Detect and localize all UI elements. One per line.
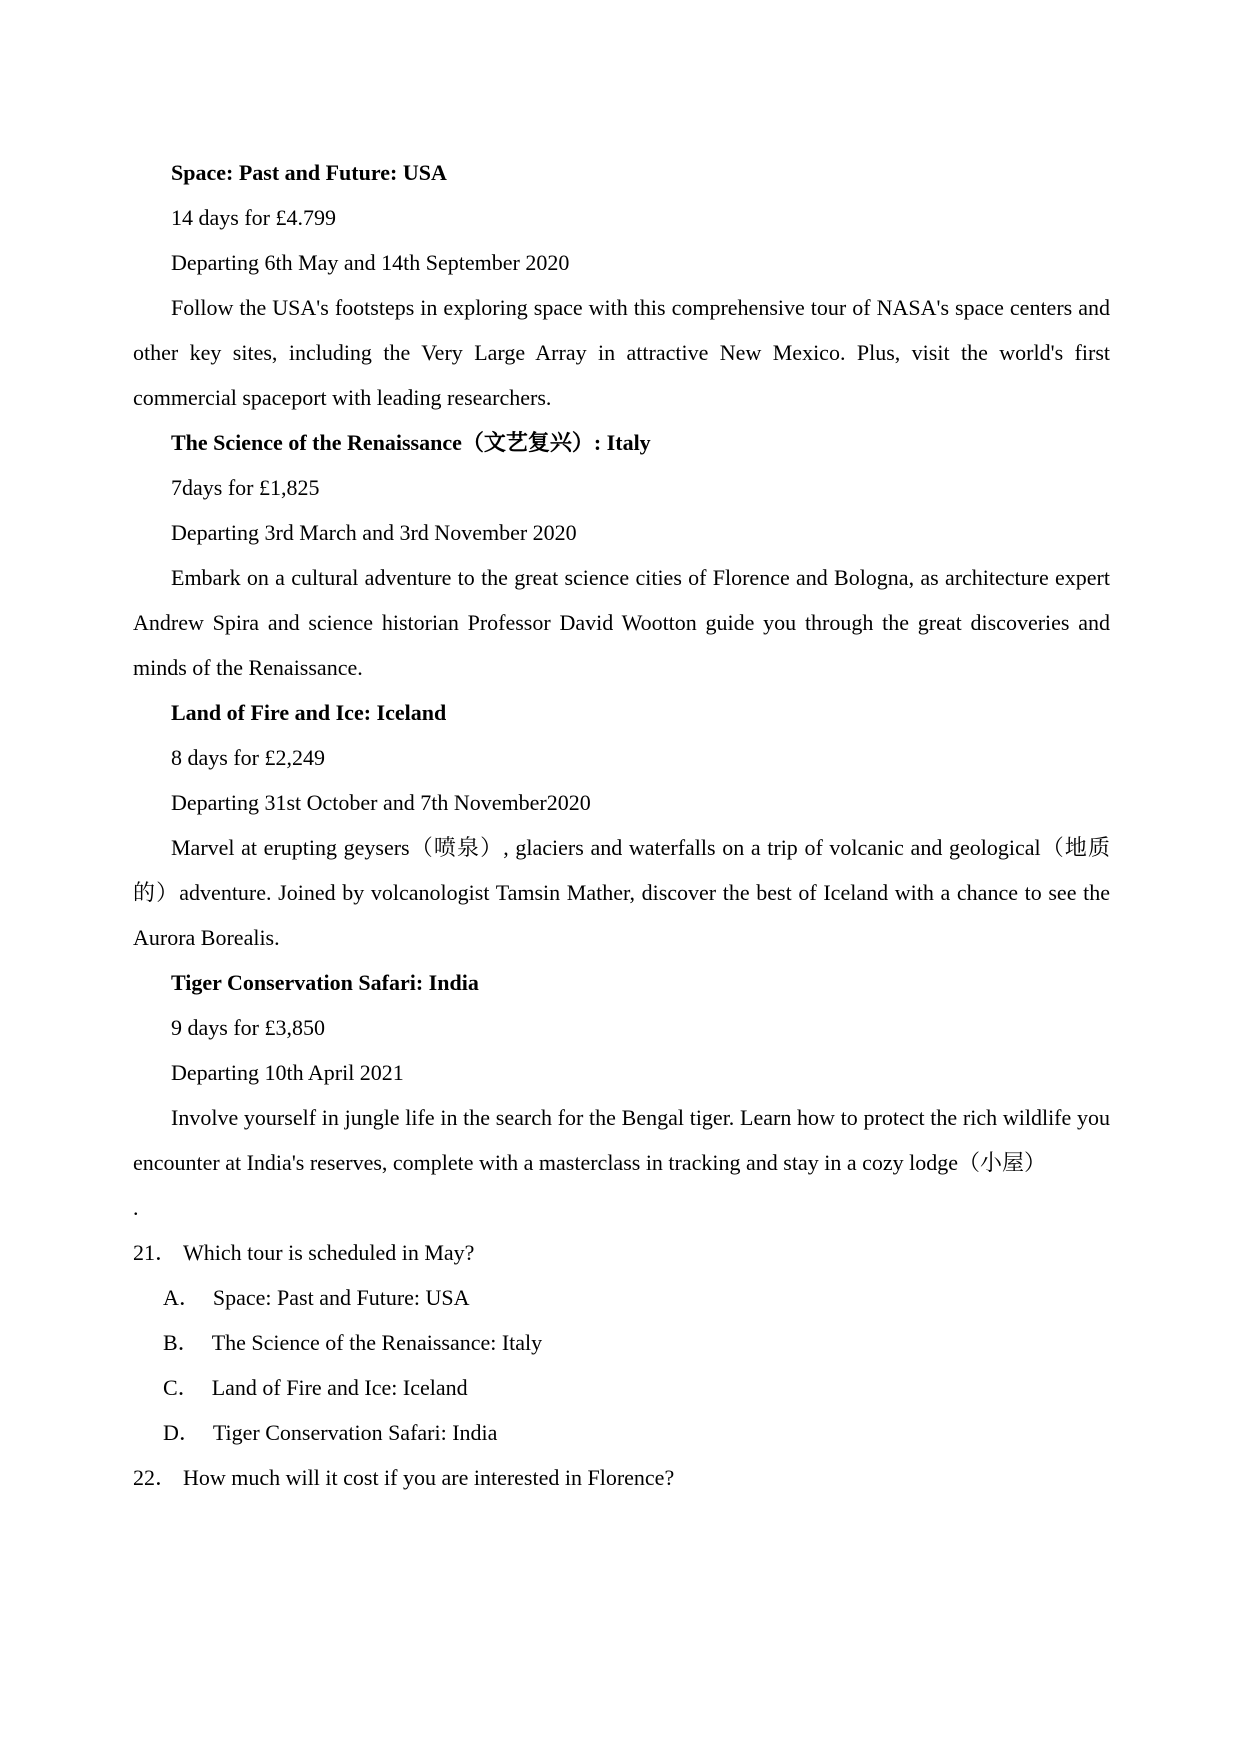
tour-section-iceland [133,690,1110,960]
tour-price: 9 days for £3,850 [171,1015,325,1040]
option-letter: A． [163,1285,201,1310]
question-number: 21． [133,1240,178,1265]
tour-departure: Departing 31st October and 7th November2020 [171,790,591,815]
tour-price: 7days for £1,825 [171,475,320,500]
option-letter: D． [163,1420,201,1445]
question-21 [133,1230,1110,1455]
option-text: The Science of the Renaissance: Italy [211,1330,543,1355]
tour-title: Space: Past and Future: USA [171,160,447,185]
tour-description-trailing-period: . [133,1195,139,1220]
option-d [133,1410,1110,1455]
tour-title: The Science of the Renaissance（文艺复兴）: Italy [171,430,651,455]
tour-departure: Departing 3rd March and 3rd November 2020 [171,520,577,545]
question-line [133,1455,1110,1500]
question-22 [133,1455,1110,1500]
tour-description: Follow the USA's footsteps in exploring space with this comprehensive tour of NASA's space centers and other key sites, including the Very Large Array in attractive New Mexico. Plus, visit the world's first commercial spaceport with leading researchers. [133,295,1110,410]
option-a [133,1275,1110,1320]
question-line [133,1230,1110,1275]
question-text: How much will it cost if you are interested in Florence? [183,1465,675,1490]
option-text: Space: Past and Future: USA [212,1285,470,1310]
option-text: Land of Fire and Ice: Iceland [211,1375,468,1400]
tour-price: 8 days for £2,249 [171,745,325,770]
option-letter: C． [163,1375,200,1400]
tour-section-tiger-india [133,960,1110,1230]
option-c [133,1365,1110,1410]
tour-description: Marvel at erupting geysers（喷泉）, glaciers and waterfalls on a trip of volcanic and geological（地质的）adventure. Joined by volcanologist Tamsin Mather, discover the best of Iceland with a chance to see the Aurora Borealis. [133,835,1110,950]
tour-title: Land of Fire and Ice: Iceland [171,700,447,725]
tour-description: Embark on a cultural adventure to the great science cities of Florence and Bologna, as architecture expert Andrew Spira and science historian Professor David Wootton guide you through the great discoveries and minds of the Renaissance. [133,565,1110,680]
option-text: Tiger Conservation Safari: India [212,1420,498,1445]
option-letter: B． [163,1330,200,1355]
tour-description: Involve yourself in jungle life in the search for the Bengal tiger. Learn how to protect the rich wildlife you encounter at India's reserves, complete with a masterclass in tracking and stay in a cozy lodge（小屋） [133,1105,1110,1175]
question-number: 22． [133,1465,178,1490]
tour-title: Tiger Conservation Safari: India [171,970,479,995]
tour-section-renaissance-italy [133,420,1110,690]
option-b [133,1320,1110,1365]
tour-price: 14 days for £4.799 [171,205,336,230]
question-text: Which tour is scheduled in May? [183,1240,475,1265]
tour-section-space-usa [133,150,1110,420]
tour-departure: Departing 10th April 2021 [171,1060,404,1085]
tour-departure: Departing 6th May and 14th September 2020 [171,250,570,275]
